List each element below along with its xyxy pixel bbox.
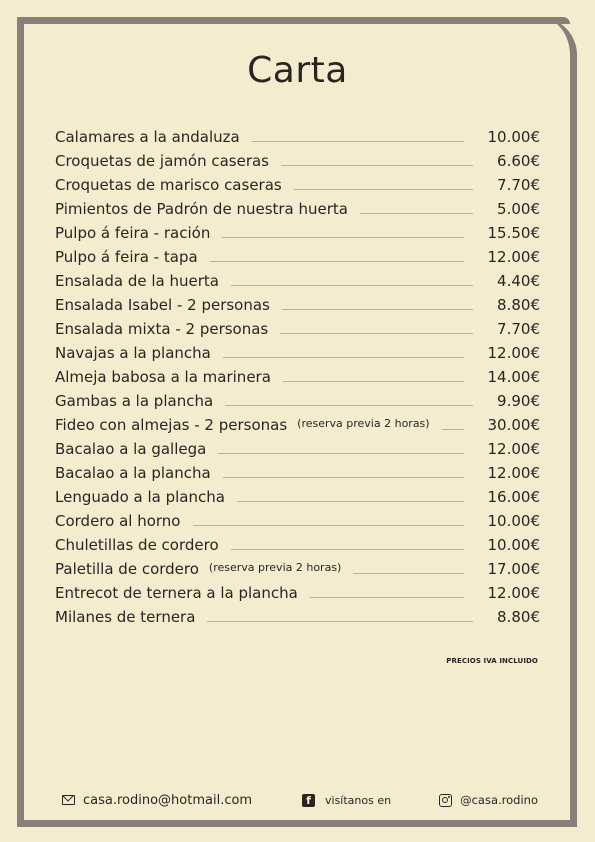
menu-item	[55, 362, 540, 386]
dish-name: Chuletillas de cordero	[55, 536, 219, 554]
dish-price: 5.00€	[497, 200, 540, 218]
dish-name: Entrecot de ternera a la plancha	[55, 584, 298, 602]
dish-price: 12.00€	[487, 344, 540, 362]
dish-price: 12.00€	[487, 248, 540, 266]
dish-name: Croquetas de marisco caseras	[55, 176, 282, 194]
dish-price: 14.00€	[487, 368, 540, 386]
facebook-text: visítanos en	[325, 793, 392, 807]
dish-price: 30.00€	[487, 416, 540, 434]
dotted-leader	[442, 429, 464, 430]
email-address[interactable]: casa.rodino@hotmail.com	[83, 792, 253, 808]
dish-name: Gambas a la plancha	[55, 392, 214, 410]
instagram-icon[interactable]	[439, 794, 452, 807]
dotted-leader	[231, 285, 473, 286]
dotted-leader	[193, 525, 464, 526]
menu-item	[55, 194, 540, 218]
menu-item	[55, 170, 540, 194]
footer-instagram[interactable]	[439, 790, 538, 810]
menu-item	[55, 314, 540, 338]
menu-item	[55, 338, 540, 362]
dish-price: 8.80€	[497, 296, 540, 314]
dish-price: 10.00€	[487, 128, 540, 146]
dotted-leader	[360, 213, 473, 214]
dish-price: 7.70€	[497, 176, 540, 194]
footer-email[interactable]	[62, 790, 252, 810]
menu-item	[55, 482, 540, 506]
dish-price: 7.70€	[497, 320, 540, 338]
menu-item	[55, 434, 540, 458]
dish-name: Milanes de ternera	[55, 608, 196, 626]
menu-item	[55, 578, 540, 602]
dish-price: 8.80€	[497, 608, 540, 626]
dotted-leader	[231, 549, 464, 550]
dotted-leader	[210, 261, 464, 262]
dish-price: 12.00€	[487, 584, 540, 602]
dish-name: Ensalada de la huerta	[55, 272, 219, 290]
menu-item	[55, 218, 540, 242]
dotted-leader	[281, 165, 473, 166]
dotted-leader	[222, 237, 463, 238]
page-title: Carta	[247, 50, 348, 91]
menu-item	[55, 122, 540, 146]
menu-list	[55, 122, 540, 626]
dish-name: Ensalada mixta - 2 personas	[55, 320, 269, 338]
dotted-leader	[282, 309, 473, 310]
menu-item	[55, 266, 540, 290]
dish-note: (reserva previa 2 horas)	[297, 417, 430, 430]
dotted-leader	[223, 477, 464, 478]
dotted-leader	[252, 141, 464, 142]
dish-note: (reserva previa 2 horas)	[208, 561, 342, 574]
dotted-leader	[294, 189, 473, 190]
menu-item	[55, 530, 540, 554]
dish-price: 17.00€	[487, 560, 540, 578]
dish-name: Almeja babosa a la marinera	[55, 368, 271, 386]
footer	[62, 790, 538, 810]
dotted-leader	[280, 333, 473, 334]
dish-name: Bacalao a la plancha	[55, 464, 211, 482]
dish-price: 12.00€	[487, 440, 540, 458]
dish-name: Pulpo á feira - ración	[55, 224, 211, 242]
footer-facebook[interactable]	[302, 790, 391, 810]
dish-name: Fideo con almejas - 2 personas	[55, 416, 288, 434]
dish-price: 4.40€	[497, 272, 540, 290]
dish-price: 16.00€	[487, 488, 540, 506]
dish-name: Bacalao a la gallega	[55, 440, 207, 458]
menu-item	[55, 410, 540, 434]
dish-price: 12.00€	[487, 464, 540, 482]
mail-icon	[62, 795, 75, 805]
dish-name: Paletilla de cordero	[55, 560, 199, 578]
dotted-leader	[207, 621, 473, 622]
dotted-leader	[218, 453, 463, 454]
menu-item	[55, 602, 540, 626]
menu-item	[55, 506, 540, 530]
dish-name: Calamares a la andaluza	[55, 128, 240, 146]
dish-name: Pimientos de Padrón de nuestra huerta	[55, 200, 348, 218]
dish-name: Lenguado a la plancha	[55, 488, 225, 506]
vat-note: PRECIOS IVA INCLUIDO	[446, 657, 538, 665]
dish-name: Ensalada Isabel - 2 personas	[55, 296, 270, 314]
dish-name: Cordero al horno	[55, 512, 181, 530]
dish-price: 9.90€	[497, 392, 540, 410]
dotted-leader	[237, 501, 464, 502]
dotted-leader	[225, 405, 473, 406]
instagram-handle[interactable]: @casa.rodino	[460, 793, 538, 807]
dish-name: Pulpo á feira - tapa	[55, 248, 198, 266]
dotted-leader	[310, 597, 464, 598]
dish-name: Croquetas de jamón caseras	[55, 152, 269, 170]
menu-item	[55, 242, 540, 266]
dotted-leader	[283, 381, 464, 382]
dotted-leader	[353, 573, 463, 574]
facebook-icon[interactable]: f	[302, 794, 315, 807]
dish-price: 10.00€	[487, 536, 540, 554]
dish-price: 6.60€	[497, 152, 540, 170]
dotted-leader	[223, 357, 464, 358]
menu-item	[55, 386, 540, 410]
menu-item	[55, 458, 540, 482]
menu-item	[55, 290, 540, 314]
menu-item	[55, 146, 540, 170]
dish-price: 15.50€	[487, 224, 540, 242]
menu-item	[55, 554, 540, 578]
dish-price: 10.00€	[487, 512, 540, 530]
dish-name: Navajas a la plancha	[55, 344, 211, 362]
